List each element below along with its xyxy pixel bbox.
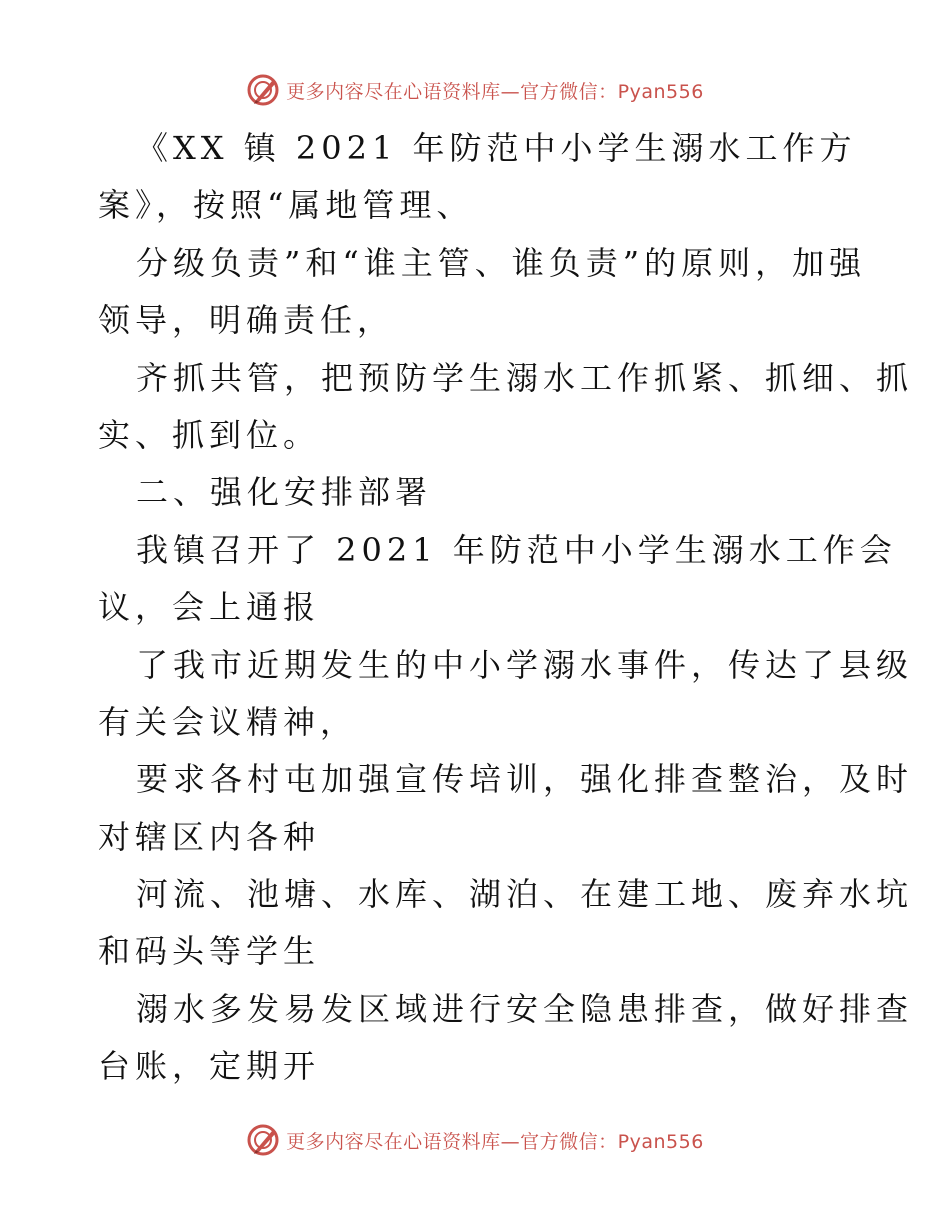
text-line: 溺水多发易发区域进行安全隐患排查，做好排查 <box>136 989 914 1028</box>
text-line: 了我市近期发生的中小学溺水事件，传达了县级 <box>136 645 914 684</box>
text-line: 有关会议精神， <box>98 702 358 741</box>
text-line: 分级负责”和“谁主管、谁负责”的原则，加强 <box>136 243 867 282</box>
document-body <box>98 120 914 1096</box>
pen-circle-icon <box>246 73 280 107</box>
text-line: 和码头等学生 <box>98 932 321 971</box>
text-line: 我镇召开了 2021 年防范中小学生溺水工作会 <box>136 530 897 569</box>
text-line: 齐抓共管，把预防学生溺水工作抓紧、抓细、抓 <box>136 358 914 397</box>
pen-circle-icon <box>246 1123 280 1157</box>
text-line: 实、抓到位。 <box>98 415 321 454</box>
header-watermark <box>0 68 950 112</box>
text-line: 案》，按照“属地管理、 <box>98 186 474 225</box>
text-line: 对辖区内各种 <box>98 817 321 856</box>
text-line: 领导，明确责任， <box>98 301 395 340</box>
text-line: 河流、池塘、水库、湖泊、在建工地、废弃水坑 <box>136 875 914 914</box>
text-line: 二、强化安排部署 <box>136 473 433 512</box>
text-line: 《XX 镇 2021 年防范中小学生溺水工作方 <box>136 129 857 167</box>
text-line: 台账，定期开 <box>98 1047 321 1086</box>
footer-watermark <box>0 1118 950 1162</box>
watermark-text: 更多内容尽在心语资料库—官方微信：Pyan556 <box>286 80 704 103</box>
text-line: 议，会上通报 <box>98 588 321 627</box>
watermark-text: 更多内容尽在心语资料库—官方微信：Pyan556 <box>286 1130 704 1153</box>
text-line: 要求各村屯加强宣传培训，强化排查整治，及时 <box>136 760 914 799</box>
